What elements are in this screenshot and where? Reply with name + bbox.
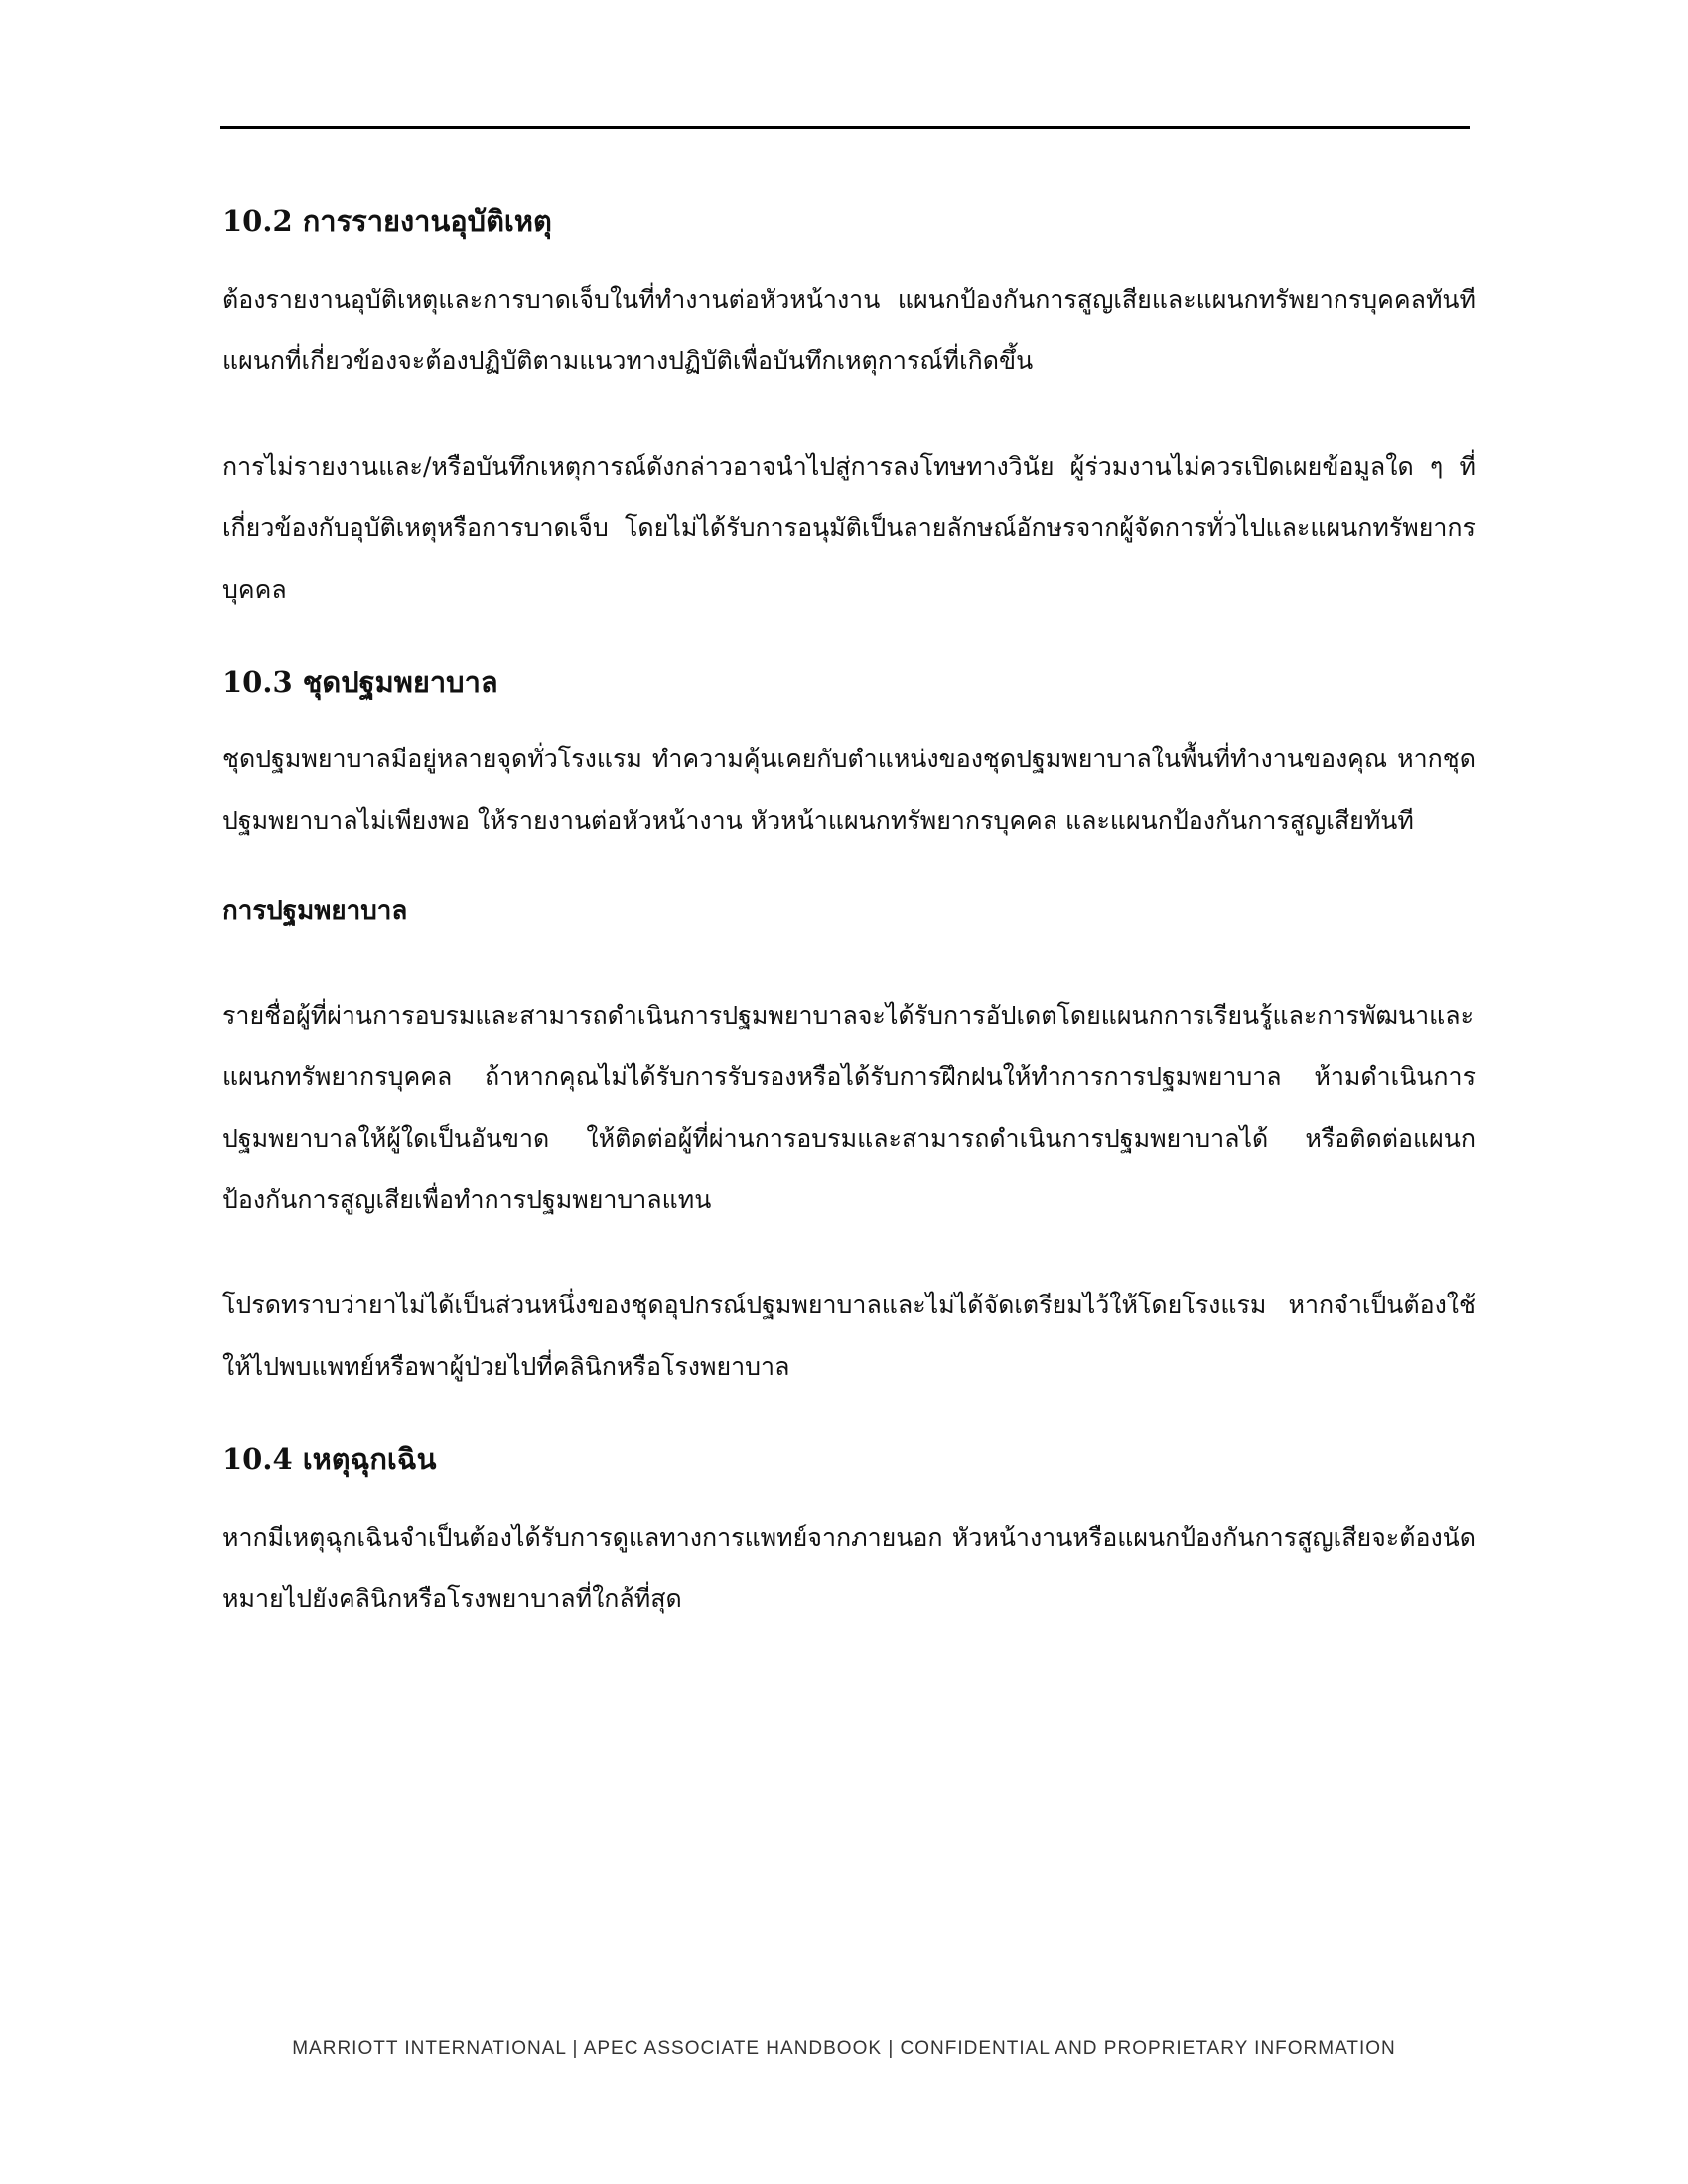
page-footer: MARRIOTT INTERNATIONAL | APEC ASSOCIATE HANDBOOK | CONFIDENTIAL AND PROPRIETARY INFORMATION bbox=[292, 2038, 1396, 2059]
paragraph: ชุดปฐมพยาบาลมีอยู่หลายจุดทั่วโรงแรม ทำความคุ้นเคยกับตำแหน่งของชุดปฐมพยาบาลในพื้นที่ทำงานของคุณ หากชุดปฐมพยาบาลไม่เพียงพอ ให้รายงานต่อหัวหน้างาน หัวหน้าแผนกทรัพยากรบุคคล และแผนกป้องกันการสูญเสียทันที bbox=[222, 745, 1476, 836]
paragraph: รายชื่อผู้ที่ผ่านการอบรมและสามารถดำเนินการปฐมพยาบาลจะได้รับการอัปเดตโดยแผนกการเรียนรู้และการพัฒนาและแผนกทรัพยากรบุคคล ถ้าหากคุณไม่ได้รับการรับรองหรือได้รับการฝึกฝนให้ทำการการปฐมพยาบาล ห้ามดำเนินการปฐมพยาบาลให้ผู้ใดเป็นอันขาด ให้ติดต่อผู้ที่ผ่านการอบรมและสามารถดำเนินการปฐมพยาบาลได้ หรือติดต่อแผนกป้องกันการสูญเสียเพื่อทำการปฐมพยาบาลแทน bbox=[222, 1001, 1476, 1215]
section-10-3 bbox=[222, 664, 1476, 1398]
section-heading: 10.3 ชุดปฐมพยาบาล bbox=[222, 664, 498, 699]
paragraph: ต้องรายงานอุบัติเหตุและการบาดเจ็บในที่ทำงานต่อหัวหน้างาน แผนกป้องกันการสูญเสียและแผนกทรัพยากรบุคคลทันที แผนกที่เกี่ยวข้องจะต้องปฏิบัติตามแนวทางปฏิบัติเพื่อบันทึกเหตุการณ์ที่เกิดขึ้น bbox=[222, 284, 1476, 375]
sub-heading: การปฐมพยาบาล bbox=[222, 896, 408, 927]
section-10-2 bbox=[222, 204, 1476, 620]
paragraph: การไม่รายงานและ/หรือบันทึกเหตุการณ์ดังกล่าวอาจนำไปสู่การลงโทษทางวินัย ผู้ร่วมงานไม่ควรเปิดเผยข้อมูลใด ๆ ที่เกี่ยวข้องกับอุบัติเหตุหรือการบาดเจ็บ โดยไม่ได้รับการอนุมัติเป็นลายลักษณ์อักษรจากผู้จัดการทั่วไปและแผนกทรัพยากรบุคคล bbox=[222, 451, 1476, 604]
section-10-4 bbox=[222, 1441, 1476, 1630]
paragraph: โปรดทราบว่ายาไม่ได้เป็นส่วนหนึ่งของชุดอุปกรณ์ปฐมพยาบาลและไม่ได้จัดเตรียมไว้ให้โดยโรงแรม หากจำเป็นต้องใช้ให้ไปพบแพทย์หรือพาผู้ป่วยไปที่คลินิกหรือโรงพยาบาล bbox=[222, 1291, 1476, 1382]
page-content bbox=[222, 204, 1476, 1674]
section-heading: 10.4 เหตุฉุกเฉิน bbox=[222, 1442, 437, 1477]
header-rule bbox=[220, 126, 1470, 129]
section-heading: 10.2 การรายงานอุบัติเหตุ bbox=[222, 205, 552, 238]
paragraph: หากมีเหตุฉุกเฉินจำเป็นต้องได้รับการดูแลทางการแพทย์จากภายนอก หัวหน้างานหรือแผนกป้องกันการสูญเสียจะต้องนัดหมายไปยังคลินิกหรือโรงพยาบาลที่ใกล้ที่สุด bbox=[222, 1522, 1476, 1613]
